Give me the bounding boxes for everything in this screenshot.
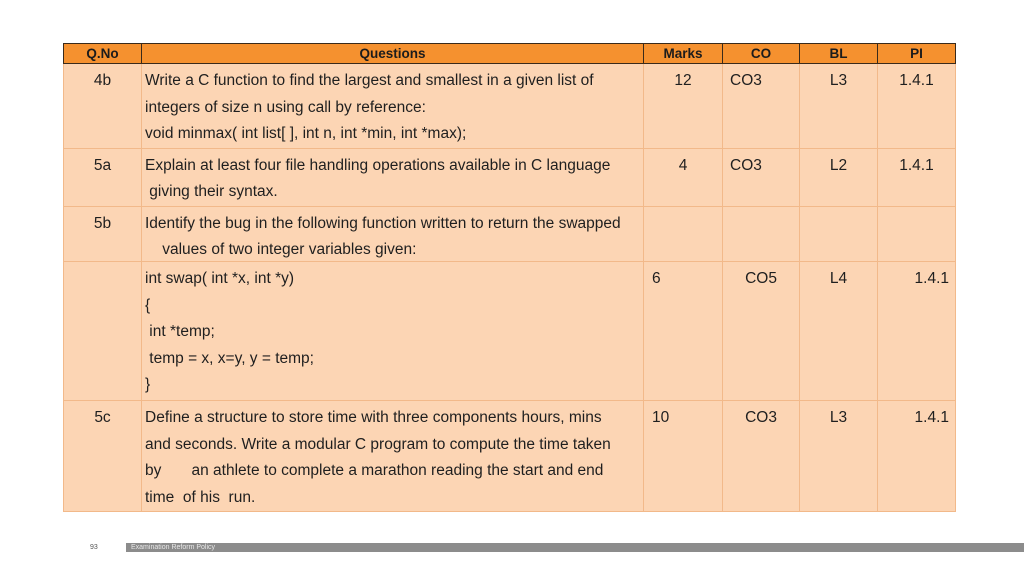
marks-value: 6 [644,262,723,401]
question-text [142,206,644,264]
header-co: CO [723,44,800,64]
co-value: CO3 [723,64,800,149]
header-bl: BL [800,44,878,64]
header-qno: Q.No [64,44,142,64]
bl-value: L4 [800,262,878,401]
header-pi: PI [878,44,956,64]
header-questions: Questions [142,44,644,64]
question-text [142,64,644,149]
code-line: { [145,296,151,314]
co-value: CO3 [723,148,800,206]
co-value: CO3 [723,401,800,512]
question-line: Explain at least four file handling operations available in C language [145,156,611,174]
marks-value: 10 [644,401,723,512]
question-line: integers of size n using call by reference: [145,98,426,116]
bl-value: L2 [800,148,878,206]
question-line: void minmax( int list[ ], int n, int *min, int *max); [145,125,467,142]
question-line: time of his run. [145,488,256,506]
pi-value: 1.4.1 [878,148,956,206]
table-header-row [64,44,956,64]
table-row [64,262,956,401]
pi-value: 1.4.1 [878,64,956,149]
question-text [142,148,644,206]
marks-value [644,206,723,264]
question-line: Define a structure to store time with three components hours, mins [145,409,602,426]
question-line: by an athlete to complete a marathon reading the start and end [145,462,604,479]
page-number: 93 [90,544,98,551]
marks-value: 12 [644,64,723,149]
pi-value: 1.4.1 [878,401,956,512]
footer-bar [126,543,1024,552]
table-row [64,206,956,264]
header-marks: Marks [644,44,723,64]
table-row [64,401,956,512]
question-number: 5c [64,401,142,512]
code-line: temp = x, x=y, y = temp; [145,349,314,367]
question-number: 5a [64,148,142,206]
questions-table-continued [63,261,956,512]
pi-value: 1.4.1 [878,262,956,401]
co-value: CO5 [723,262,800,401]
code-line: } [145,376,151,393]
question-text [142,401,644,512]
bl-value: L3 [800,401,878,512]
code-line: int *temp; [145,323,215,340]
code-line: int swap( int *x, int *y) [145,270,295,287]
table-row [64,148,956,206]
question-line: Write a C function to find the largest and smallest in a given list of [145,72,594,89]
bl-value [800,206,878,264]
pi-value [878,206,956,264]
bl-value: L3 [800,64,878,149]
co-value [723,206,800,264]
footer-text: Examination Reform Policy [131,544,216,551]
question-text [142,262,644,401]
questions-table [63,43,956,265]
question-number [64,262,142,401]
table-row [64,64,956,149]
marks-value: 4 [644,148,723,206]
question-line: and seconds. Write a modular C program to compute the time taken [145,435,611,453]
question-line: values of two integer variables given: [145,241,417,258]
question-number: 4b [64,64,142,149]
question-line: Identify the bug in the following function written to return the swapped [145,214,621,232]
question-line: giving their syntax. [145,183,278,200]
question-number: 5b [64,206,142,264]
